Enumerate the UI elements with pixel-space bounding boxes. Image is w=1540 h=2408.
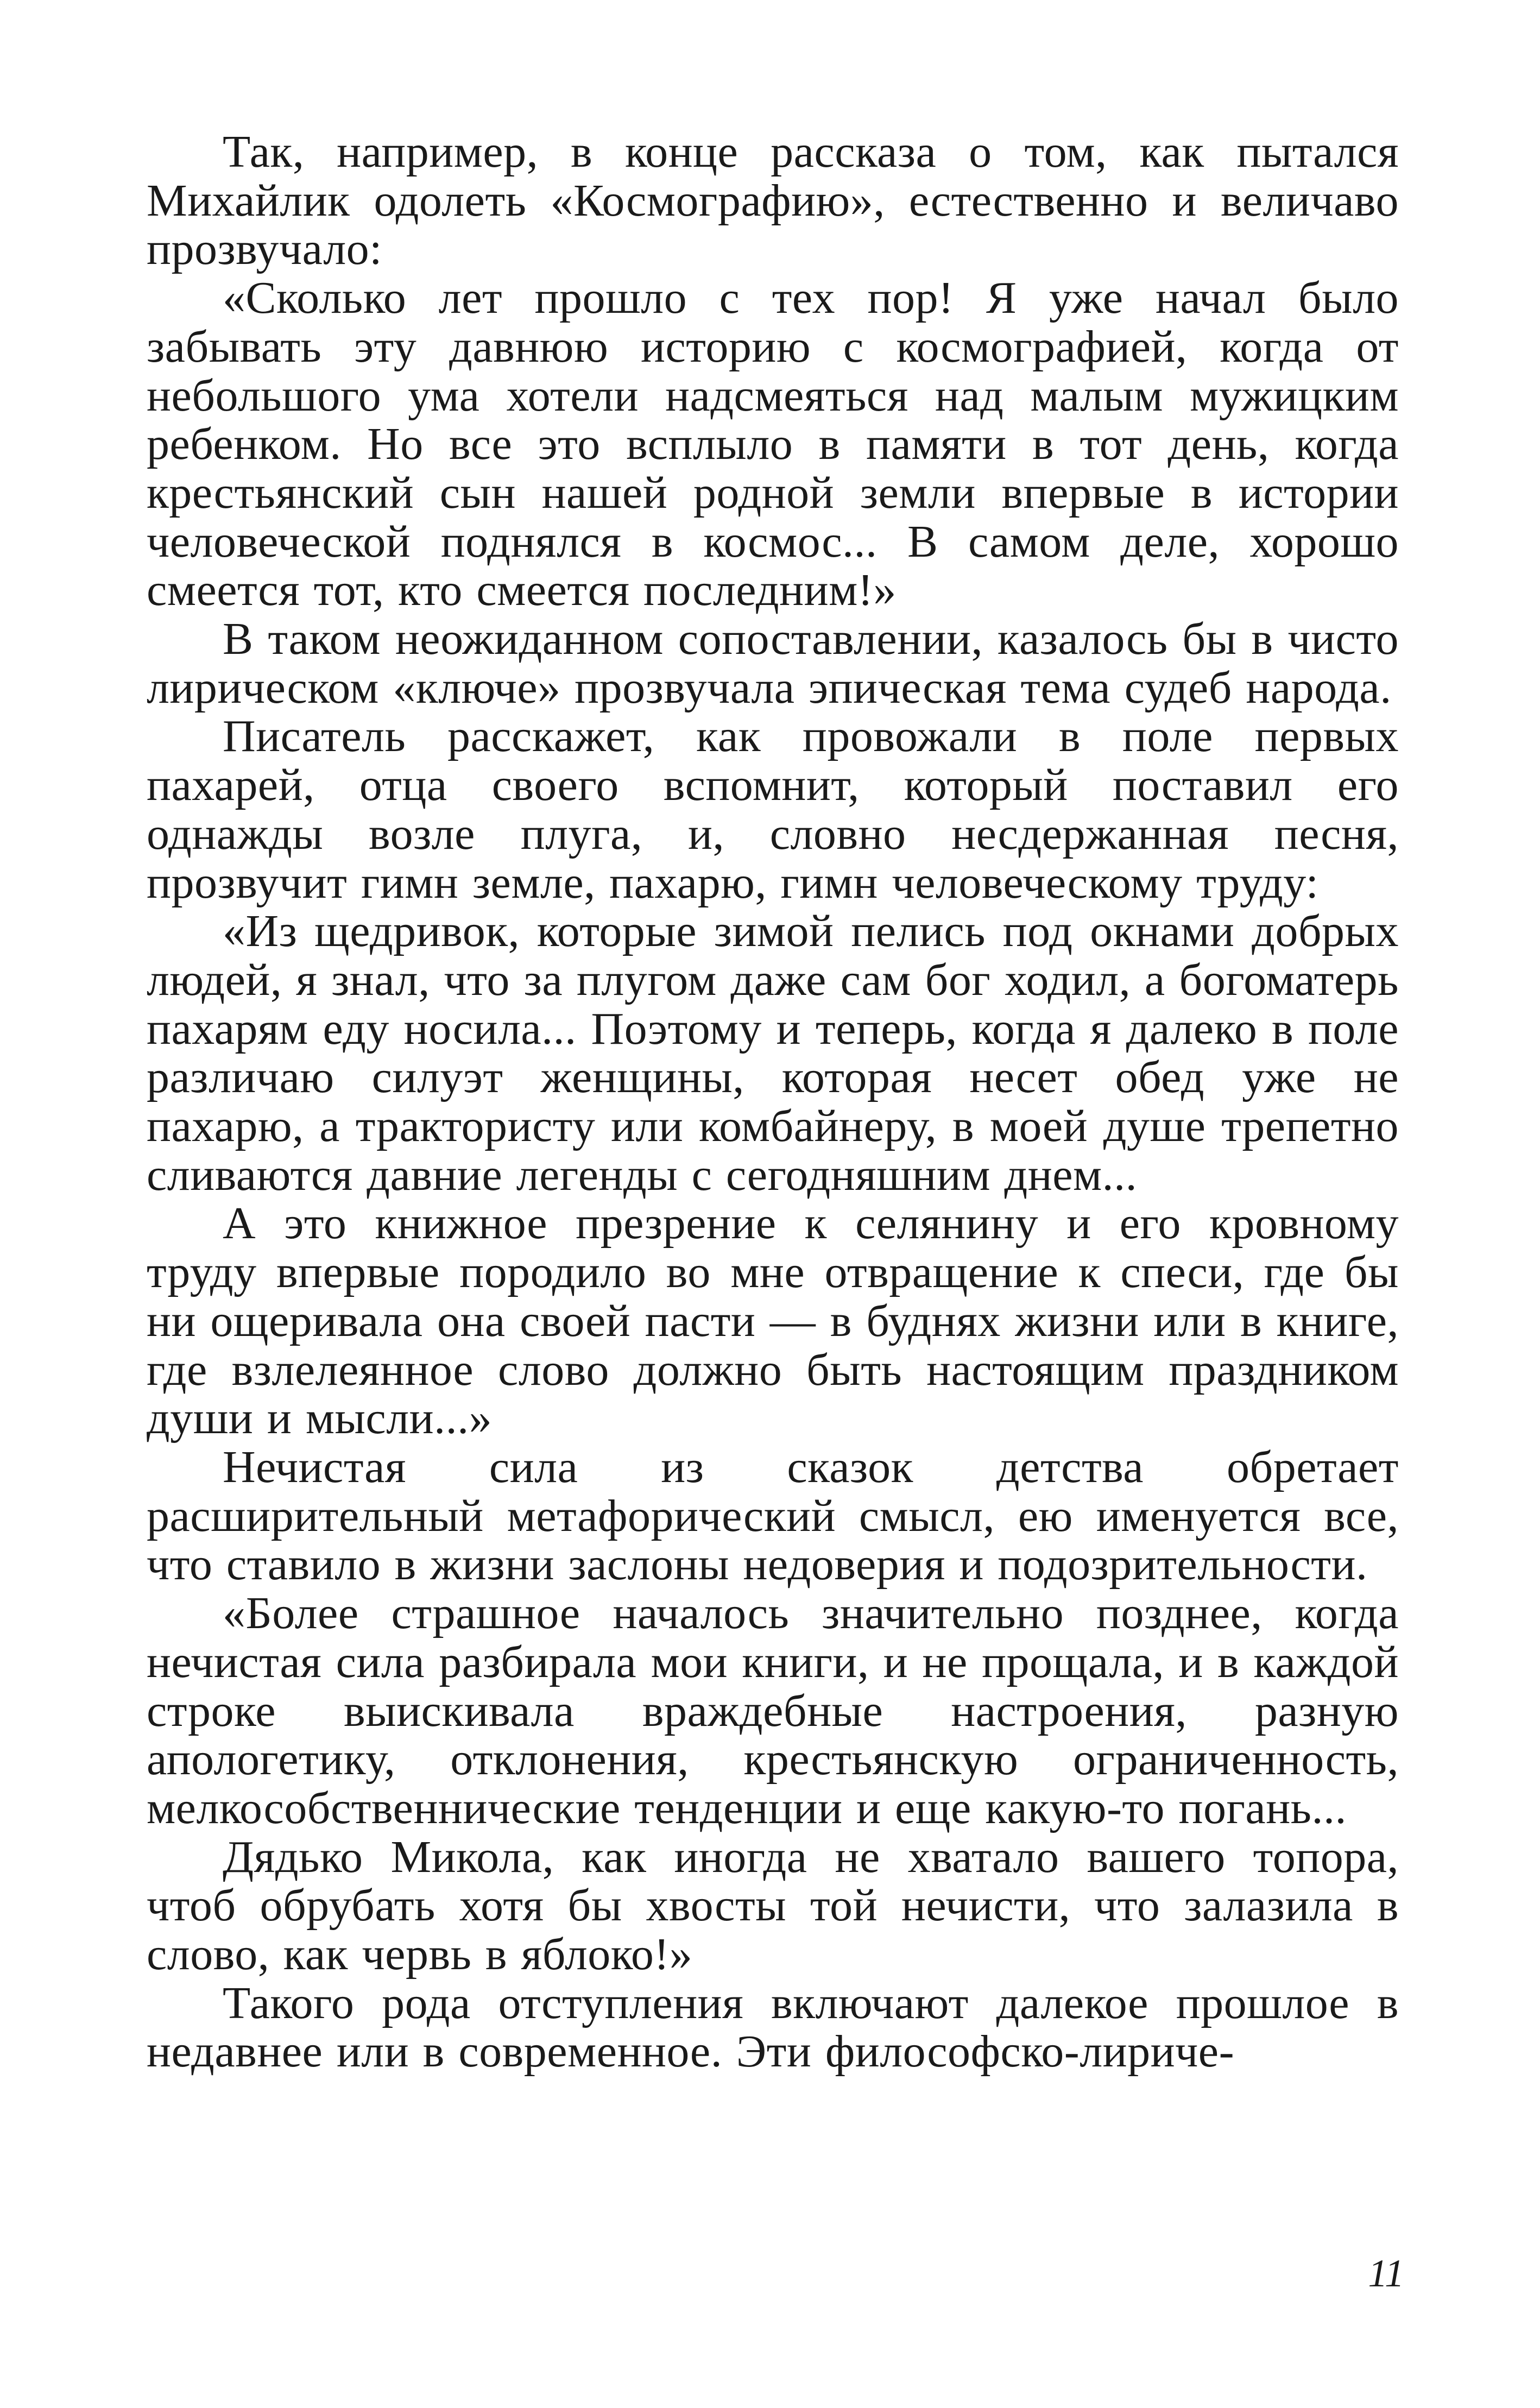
paragraph-6: А это книжное презрение к селянину и его кровному труду впервые породило во мне отвращение к спеси, где бы ни ощеривала она своей пасти — в буднях жизни или в книге, где взлелеянное слово должно быть настоящим праздником души и мысли...» (147, 1198, 1399, 1444)
paragraph-7: Нечистая сила из сказок детства обретает расширительный метафорический смысл, ею именуется все, что ставило в жизни заслоны недоверия и подозрительности. (147, 1441, 1399, 1590)
paragraph-4: Писатель расскажет, как провожали в поле первых пахарей, отца своего вспомнит, который поставил его однажды возле плуга, и, словно несдержанная песня, прозвучит гимн земле, пахарю, гимн человеческому труду: (147, 711, 1399, 908)
paragraph-3: В таком неожиданном сопоставлении, казалось бы в чисто лирическом «ключе» прозвучала эпическая тема судеб народа. (147, 614, 1399, 713)
paragraph-5: «Из щедривок, которые зимой пелись под окнами добрых людей, я знал, что за плугом даже сам бог ходил, а богоматерь пахарям еду носила... Поэтому и теперь, когда я далеко в поле различаю силуэт женщины, которая несет обед уже не пахарю, а трактористу или комбайнеру, в моей душе трепетно сливаются давние легенды с сегодняшним днем... (147, 906, 1399, 1200)
page-number: 11 (1368, 2252, 1404, 2295)
page-body (147, 128, 1399, 2076)
paragraph-2: «Сколько лет прошло с тех пор! Я уже начал было забывать эту давнюю историю с космографией, когда от небольшого ума хотели надсмеяться над малым мужицким ребенком. Но все это всплыло в памяти в тот день, когда крестьянский сын нашей родной земли впервые в истории человеческой поднялся в космос... В самом деле, хорошо смеется тот, кто смеется последним!» (147, 273, 1399, 616)
paragraph-9: Дядько Микола, как иногда не хватало вашего топора, чтоб обрубать хотя бы хвосты той нечисти, что залазила в слово, как червь в яблоко!» (147, 1831, 1399, 1980)
paragraph-8: «Более страшное началось значительно позднее, когда нечистая сила разбирала мои книги, и не прощала, и в каждой строке выискивала враждебные настроения, разную апологетику, отклонения, крестьянскую ограниченность, мелкособственнические тенденции и еще какую-то погань... (147, 1588, 1399, 1833)
paragraph-1: Так, например, в конце рассказа о том, как пытался Михайлик одолеть «Космографию», естественно и величаво прозвучало: (147, 127, 1399, 275)
paragraph-10: Такого рода отступления включают далекое прошлое в недавнее или в современное. Эти философско-лириче- (147, 1977, 1399, 2077)
